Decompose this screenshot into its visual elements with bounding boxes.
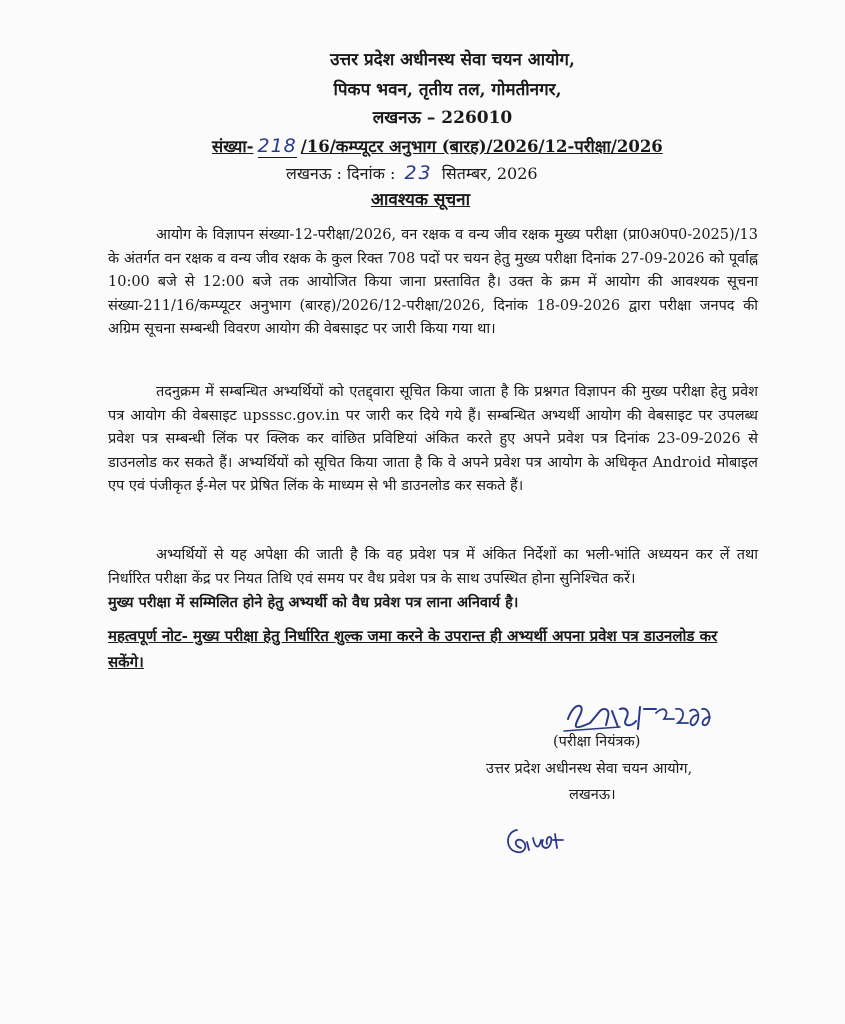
org-name: उत्तर प्रदेश अधीनस्थ सेवा चयन आयोग, bbox=[330, 50, 575, 70]
signatory-city: लखनऊ। bbox=[569, 787, 616, 803]
mandatory-admit-card-text: मुख्य परीक्षा में सम्मिलित होने हेतु अभ्यर्थी को वैध प्रवेश पत्र लाना अनिवार्य है। bbox=[108, 594, 519, 611]
reference-label: संख्या- bbox=[212, 137, 254, 156]
notice-title: आवश्यक सूचना bbox=[371, 190, 471, 210]
date-prefix: लखनऊ : दिनांक : bbox=[286, 164, 396, 183]
paragraph-admit-card: तदनुक्रम में सम्बन्धित अभ्यर्थियों को एतद्द्वारा सूचित किया जाता है कि प्रश्नगत विज्ञापन की मुख्य परीक्षा हेतु प्रवेश पत्र आयोग की वेबसाइट upsssc.gov.in पर जारी कर दिये गये हैं। सम्बन्धित अभ्यर्थी आयोग की वेबसाइट पर उपलब्ध प्रवेश पत्र सम्बन्धी लिंक पर क्लिक कर वांछित प्रविष्टियां अंकित करते हुए अपने प्रवेश पत्र दिनांक 23-09-2026 से डाउनलोड कर सकते हैं। अभ्यर्थियों को सूचित किया जाता है कि वे अपने प्रवेश पत्र आयोग के अधिकृत Android मोबाइल एप एवं पंजीकृत ई-मेल पर प्रेषित लिंक के माध्यम से भी डाउनलोड कर सकते हैं। bbox=[108, 384, 758, 494]
signatory-role: (परीक्षा नियंत्रक) bbox=[553, 734, 641, 750]
important-note bbox=[108, 623, 758, 675]
handwritten-reference-number: 218 bbox=[257, 135, 297, 157]
instructions-text: अभ्यर्थियों से यह अपेक्षा की जाती है कि वह प्रवेश पत्र में अंकित निर्देशों का भली-भांति अध्ययन कर लें तथा निर्धारित परीक्षा केंद्र पर नियत तिथि एवं समय पर वैध प्रवेश पत्र के साथ उपस्थित होना सुनिश्चित करें। bbox=[108, 547, 758, 587]
reference-number bbox=[212, 134, 663, 157]
org-city-pin: लखनऊ – 226010 bbox=[372, 108, 513, 128]
important-note-text: महत्वपूर्ण नोट- मुख्य परीक्षा हेतु निर्धारित शुल्क जमा करने के उपरान्त ही अभ्यर्थी अपना प्रवेश पत्र डाउनलोड कर सकेंगे। bbox=[108, 627, 718, 671]
signatory-organization: उत्तर प्रदेश अधीनस्थ सेवा चयन आयोग, bbox=[486, 761, 693, 777]
org-address: पिकप भवन, तृतीय तल, गोमतीनगर, bbox=[333, 80, 562, 100]
handwritten-signature bbox=[560, 697, 720, 735]
handwritten-day: 23 bbox=[404, 162, 433, 184]
date-suffix: सितम्बर, 2026 bbox=[441, 164, 538, 183]
paragraph-exam-schedule: आयोग के विज्ञापन संख्या-12-परीक्षा/2026, वन रक्षक व वन्य जीव रक्षक मुख्य परीक्षा (प्रा0अ0प0-2025)/13 के अंतर्गत वन रक्षक व वन्य जीव रक्षक के कुल रिक्त 708 पदों पर चयन हेतु मुख्य परीक्षा दिनांक 27-09-2026 को पूर्वाह्न 10:00 बजे से 12:00 बजे तक आयोजित किया जाना प्रस्तावित है। उक्त के क्रम में आयोग की आवश्यक सूचना संख्या-211/16/कम्प्यूटर अनुभाग (बारह)/2026/12-परीक्षा/2026, दिनांक 18-09-2026 द्वारा परीक्षा जनपद की अग्रिम सूचना सम्बन्धी विवरण आयोग की वेबसाइट पर जारी किया गया था। bbox=[108, 227, 758, 337]
paragraph-instructions bbox=[108, 544, 758, 615]
reference-rest: /16/कम्प्यूटर अनुभाग (बारह)/2026/12-परीक्षा/2026 bbox=[300, 137, 663, 156]
handwritten-initials bbox=[503, 820, 573, 860]
date-line bbox=[286, 162, 538, 184]
